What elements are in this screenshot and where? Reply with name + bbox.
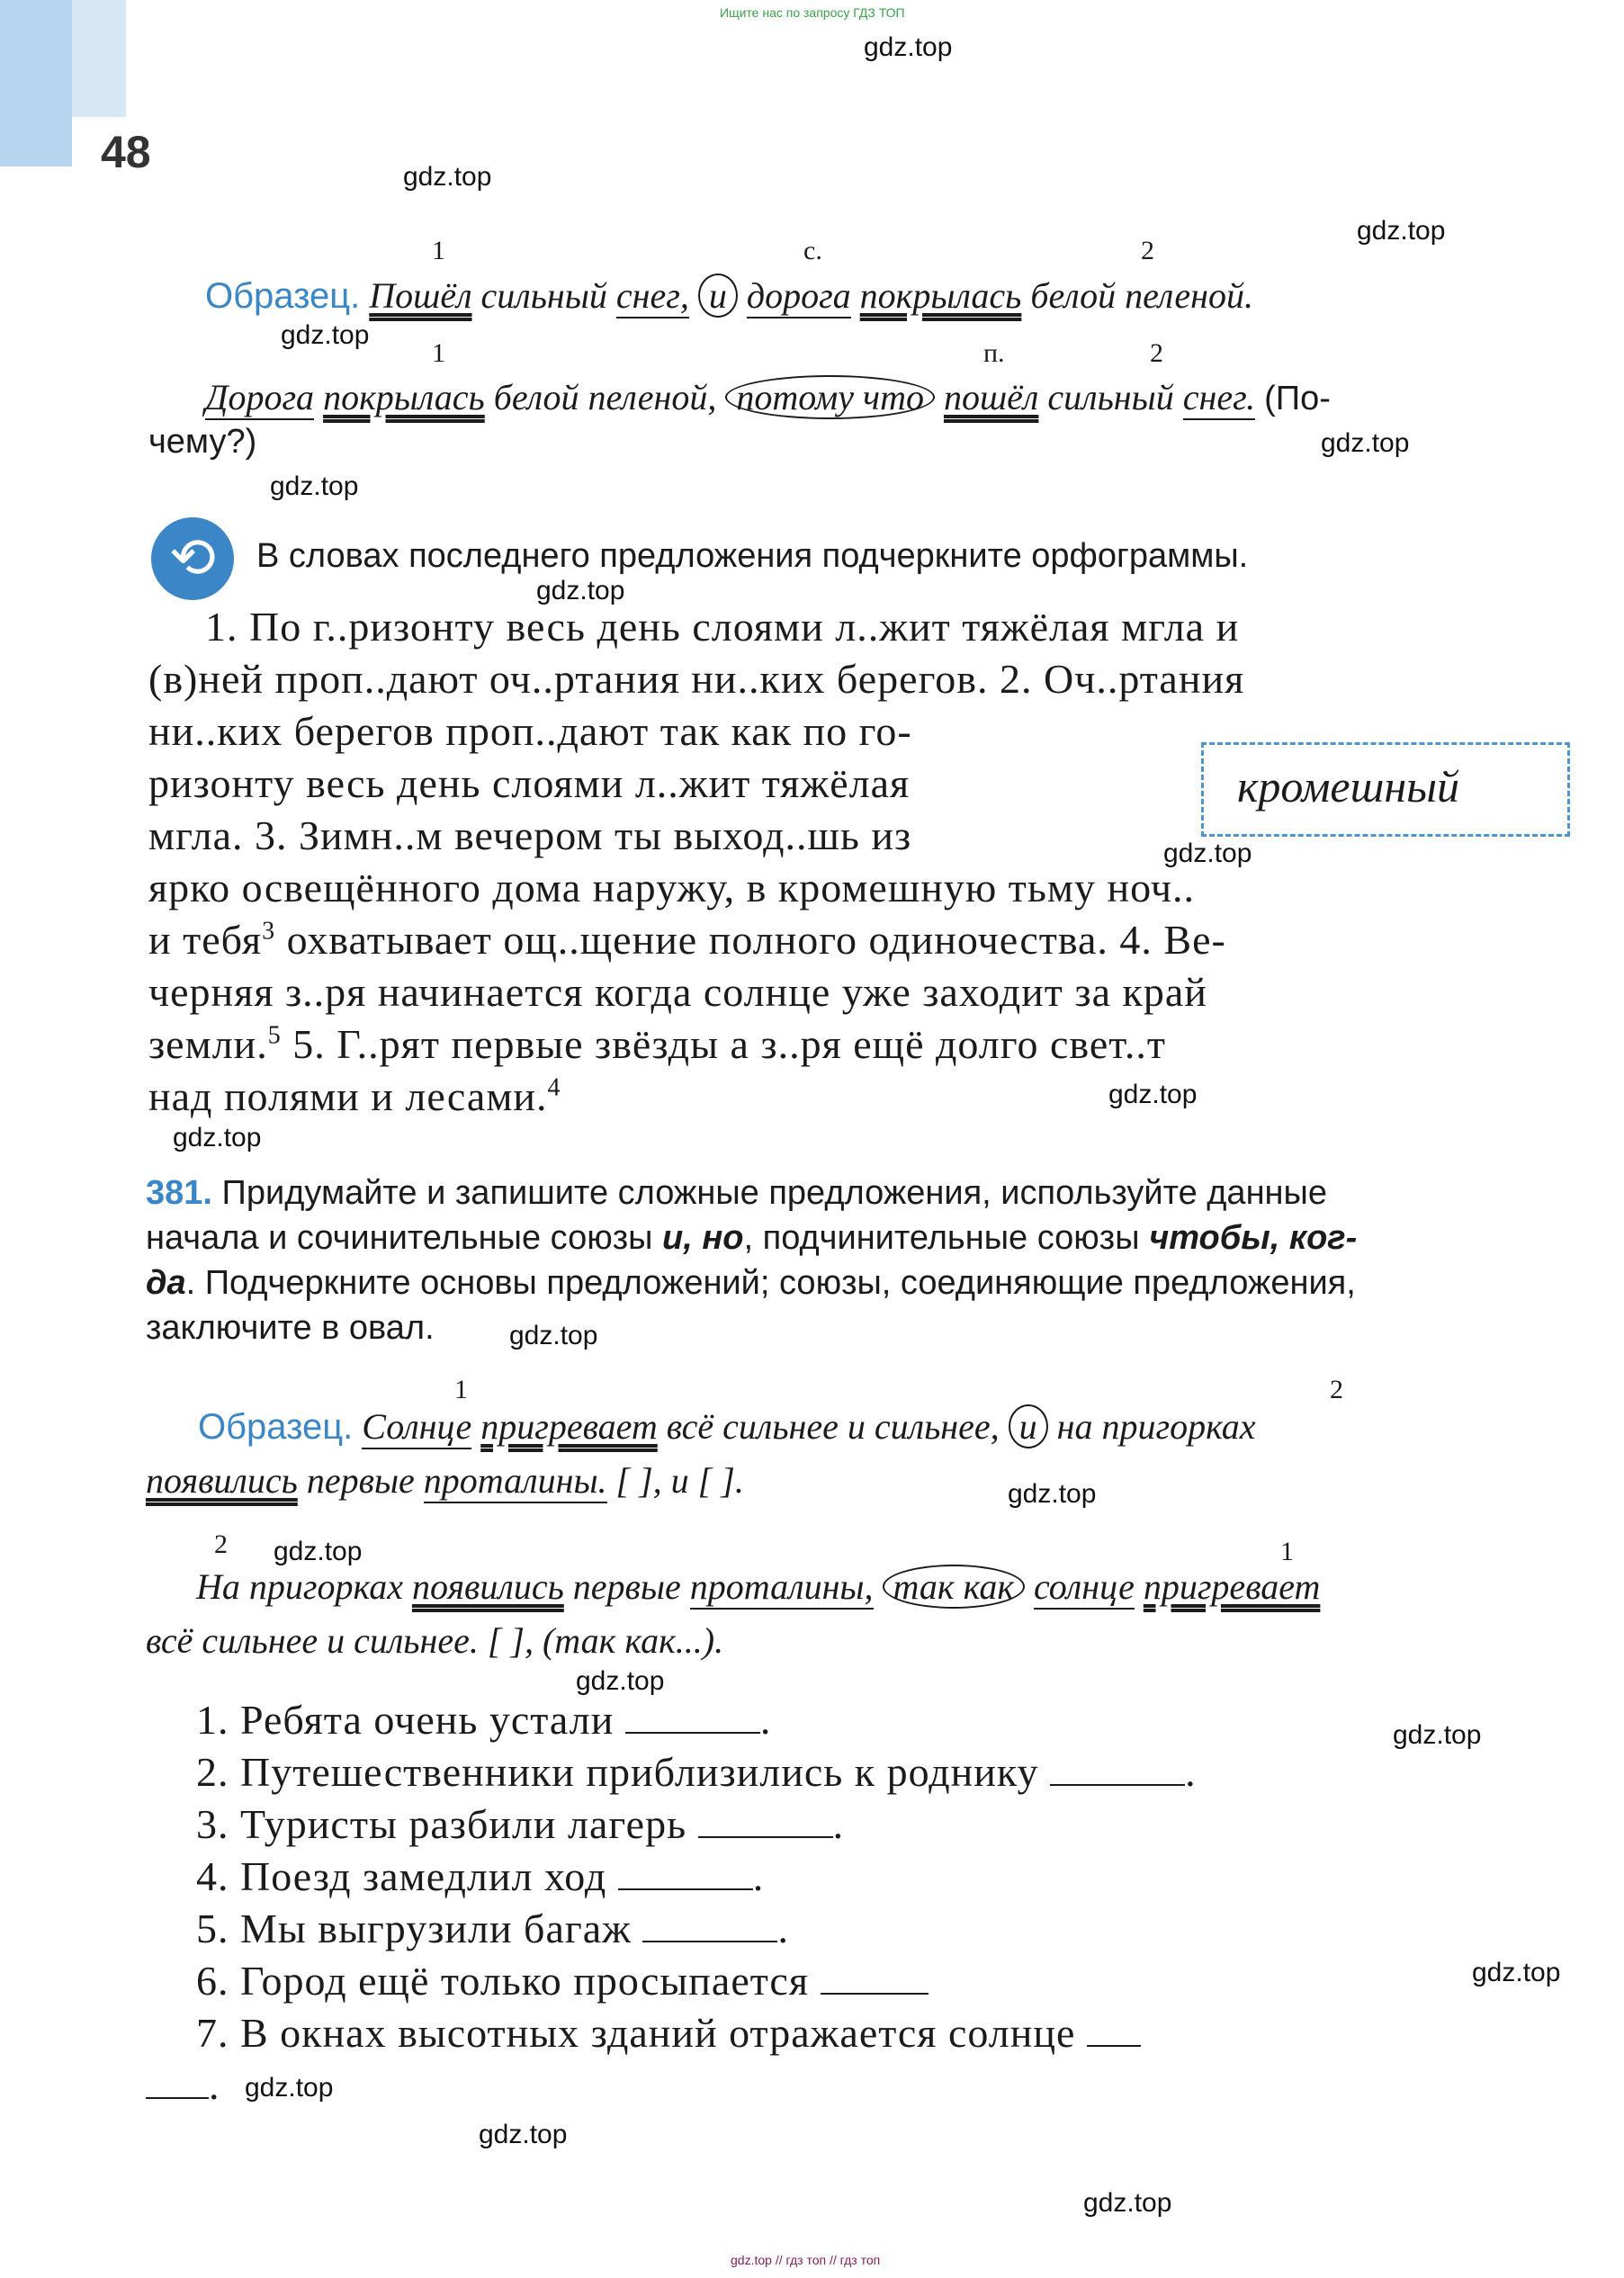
sentence-type-mark: п. <box>983 338 1005 368</box>
watermark: gdz.top <box>1393 1720 1482 1750</box>
predicate: покрылась <box>323 377 485 417</box>
watermark: gdz.top <box>245 2073 334 2103</box>
text-line: 1. По г..ризонту весь день слоями л..жит тяжёлая мгла и <box>205 604 1240 650</box>
task-instruction: В словах последнего предложения подчеркните орфограммы. <box>256 537 1249 575</box>
exercise-text: . Подчеркните основы предложений; союзы, соединяющие предложения, <box>185 1264 1356 1302</box>
watermark: gdz.top <box>864 32 953 62</box>
sample-label: Образец. <box>205 276 361 316</box>
word: первые <box>572 1566 681 1607</box>
sample1-line3: чему?) <box>148 423 257 461</box>
text-line: мгла. 3. Зимн..м вечером ты выход..шь из <box>148 812 912 858</box>
watermark: gdz.top <box>173 1123 262 1152</box>
watermark: gdz.top <box>536 576 625 605</box>
word: (По- <box>1264 380 1331 417</box>
predicate: покрылась <box>859 275 1022 316</box>
clause-number: 1 <box>432 338 445 368</box>
sentence-item: 2. Путешественники приблизились к роднику . <box>196 1749 1197 1795</box>
text-line: ярко освещённого дома наружу, в кромешную тьму ноч.. <box>148 865 1196 910</box>
sentence-item: 4. Поезд замедлил ход . <box>196 1853 765 1899</box>
text-line: ни..ких берегов проп..дают так как по го- <box>148 708 912 754</box>
conjunction-list: да <box>146 1264 186 1302</box>
sample1-line2 <box>205 376 1331 418</box>
text-line <box>148 1072 561 1120</box>
conjunction-list: и, но <box>662 1219 744 1257</box>
answer-blank <box>1087 2045 1141 2047</box>
sample2-line4: всё сильнее и сильнее. [ ], (так как...). <box>146 1620 724 1661</box>
subject: снег. <box>1183 377 1255 420</box>
watermark: gdz.top <box>1008 1479 1097 1509</box>
sample1-line1 <box>205 274 1253 317</box>
footnote-mark: 5 <box>267 1021 282 1050</box>
sentence-item-continuation: . <box>146 2061 220 2109</box>
text-fragment: и тебя <box>148 917 263 963</box>
subject: солнце <box>1034 1566 1135 1610</box>
text-line <box>148 1020 1166 1068</box>
repeat-icon: ⟲ <box>151 517 234 600</box>
sentence-item: 3. Туристы разбили лагерь . <box>196 1801 845 1847</box>
scheme: [ ], и [ ]. <box>615 1460 744 1501</box>
answer-blank <box>1050 1784 1185 1786</box>
clause-number: 2 <box>1330 1375 1343 1404</box>
word: сильный <box>480 275 607 316</box>
sentence-text: 7. В окнах высотных зданий отражается солнце <box>196 2010 1076 2056</box>
text-fragment: земли. <box>148 1021 268 1067</box>
subject: проталины, <box>690 1566 874 1610</box>
exercise-381-line1 <box>146 1174 1327 1213</box>
exercise-text: начала и сочинительные союзы <box>146 1219 662 1257</box>
sentence-text: 4. Поезд замедлил ход <box>196 1853 607 1899</box>
clause-number: 1 <box>454 1375 468 1404</box>
text-line: ризонту весь день слоями л..жит тяжёлая <box>148 760 911 806</box>
page-corner-decoration <box>72 0 126 117</box>
word: всё сильнее и сильнее, <box>666 1406 1000 1447</box>
sample2-line1 <box>198 1405 1256 1448</box>
sample2-line2 <box>146 1459 744 1502</box>
predicate: Пошёл <box>369 275 472 316</box>
answer-blank <box>625 1732 760 1734</box>
text-fragment: охватывает ощ..щение полного одиночества. 4. Ве- <box>275 917 1226 963</box>
sentence-type-mark: с. <box>803 236 822 265</box>
exercise-number: 381. <box>146 1174 212 1212</box>
exercise-381-line3 <box>146 1264 1356 1303</box>
word: первые <box>306 1460 415 1501</box>
subject: Солнце <box>362 1406 471 1449</box>
word: сильный <box>1047 377 1174 417</box>
predicate: появились <box>146 1460 298 1501</box>
answer-blank <box>698 1836 833 1838</box>
page-number: 48 <box>101 127 151 177</box>
text-line: черняя з..ря начинается когда солнце уже заходит за край <box>148 969 1207 1015</box>
subject: снег, <box>616 275 689 318</box>
exercise-text: , подчинительные союзы <box>743 1219 1150 1257</box>
watermark: gdz.top <box>1321 428 1410 458</box>
sample2-line3 <box>196 1565 1320 1608</box>
text-line: (в)ней проп..дают оч..ртания ни..ких берегов. 2. Оч..ртания <box>148 656 1245 702</box>
conjunction-list: чтобы, ког- <box>1149 1219 1358 1257</box>
predicate: пошёл <box>943 377 1039 417</box>
watermark: gdz.top <box>1108 1080 1198 1109</box>
sentence-item <box>196 1957 929 2004</box>
answer-blank <box>821 1993 929 1995</box>
clause-number: 1 <box>432 236 445 265</box>
sentence-text: 5. Мы выгрузили багаж <box>196 1906 632 1951</box>
text-fragment: над полями и лесами. <box>148 1073 548 1119</box>
sentence-item: 1. Ребята очень устали . <box>196 1697 772 1743</box>
word: белой пеленой. <box>1030 275 1253 316</box>
clause-number: 2 <box>214 1529 228 1559</box>
footnote-mark: 3 <box>262 917 276 946</box>
dictionary-word: кромешный <box>1237 761 1459 812</box>
answer-blank <box>618 1888 753 1890</box>
conjunction-oval: так как <box>883 1565 1026 1609</box>
watermark: gdz.top <box>1357 216 1446 246</box>
exercise-381-line2 <box>146 1219 1357 1258</box>
word: На пригорках <box>196 1566 403 1607</box>
conjunction-oval: потому что <box>725 375 935 419</box>
watermark: gdz.top <box>403 162 492 192</box>
watermark: gdz.top <box>281 320 370 350</box>
predicate: появились <box>411 1566 564 1607</box>
clause-number: 2 <box>1141 236 1154 265</box>
watermark: gdz.top <box>479 2120 568 2149</box>
word: белой пеленой, <box>493 377 717 417</box>
watermark: gdz.top <box>509 1321 598 1350</box>
text-fragment: 5. Г..рят первые звёзды а з..ря ещё долго свет..т <box>281 1021 1166 1067</box>
subject: проталины. <box>424 1460 607 1503</box>
sentence-text: 6. Город ещё только просыпается <box>196 1958 809 2004</box>
word: на <box>1056 1406 1093 1447</box>
watermark: gdz.top <box>1472 1958 1561 1987</box>
sentence-text: 3. Туристы разбили лагерь <box>196 1801 687 1847</box>
text-line <box>148 916 1226 964</box>
subject: дорога <box>747 275 851 318</box>
watermark: gdz.top <box>270 471 359 501</box>
watermark: gdz.top <box>274 1537 363 1566</box>
clause-number: 2 <box>1150 338 1163 368</box>
conjunction-oval: и <box>698 274 738 318</box>
watermark: gdz.top <box>1083 2188 1172 2218</box>
conjunction-oval: и <box>1009 1404 1048 1448</box>
sentence-item <box>196 2009 1141 2057</box>
answer-blank <box>642 1941 777 1942</box>
sentence-text: 1. Ребята очень устали <box>196 1697 615 1743</box>
predicate: пригревает <box>480 1406 658 1447</box>
answer-blank <box>146 2097 209 2099</box>
predicate: пригревает <box>1143 1566 1321 1607</box>
exercise-381-line4: заключите в овал. <box>146 1309 435 1347</box>
word: пригорках <box>1101 1406 1256 1447</box>
top-note: Ищите нас по запросу ГДЗ ТОП <box>720 5 905 20</box>
subject: Дорога <box>205 377 314 420</box>
clause-number: 1 <box>1280 1537 1294 1566</box>
footnote-mark: 4 <box>547 1073 561 1102</box>
exercise-text: Придумайте и запишите сложные предложения, используйте данные <box>221 1174 1327 1212</box>
sentence-text: 2. Путешественники приблизились к роднику <box>196 1749 1039 1795</box>
bottom-note: gdz.top // гдз топ // гдз топ <box>731 2253 881 2267</box>
sample-label: Образец. <box>198 1407 354 1447</box>
watermark: gdz.top <box>576 1666 665 1696</box>
sentence-item: 5. Мы выгрузили багаж . <box>196 1906 789 1951</box>
page-corner-decoration <box>0 0 72 166</box>
watermark: gdz.top <box>1163 839 1252 868</box>
